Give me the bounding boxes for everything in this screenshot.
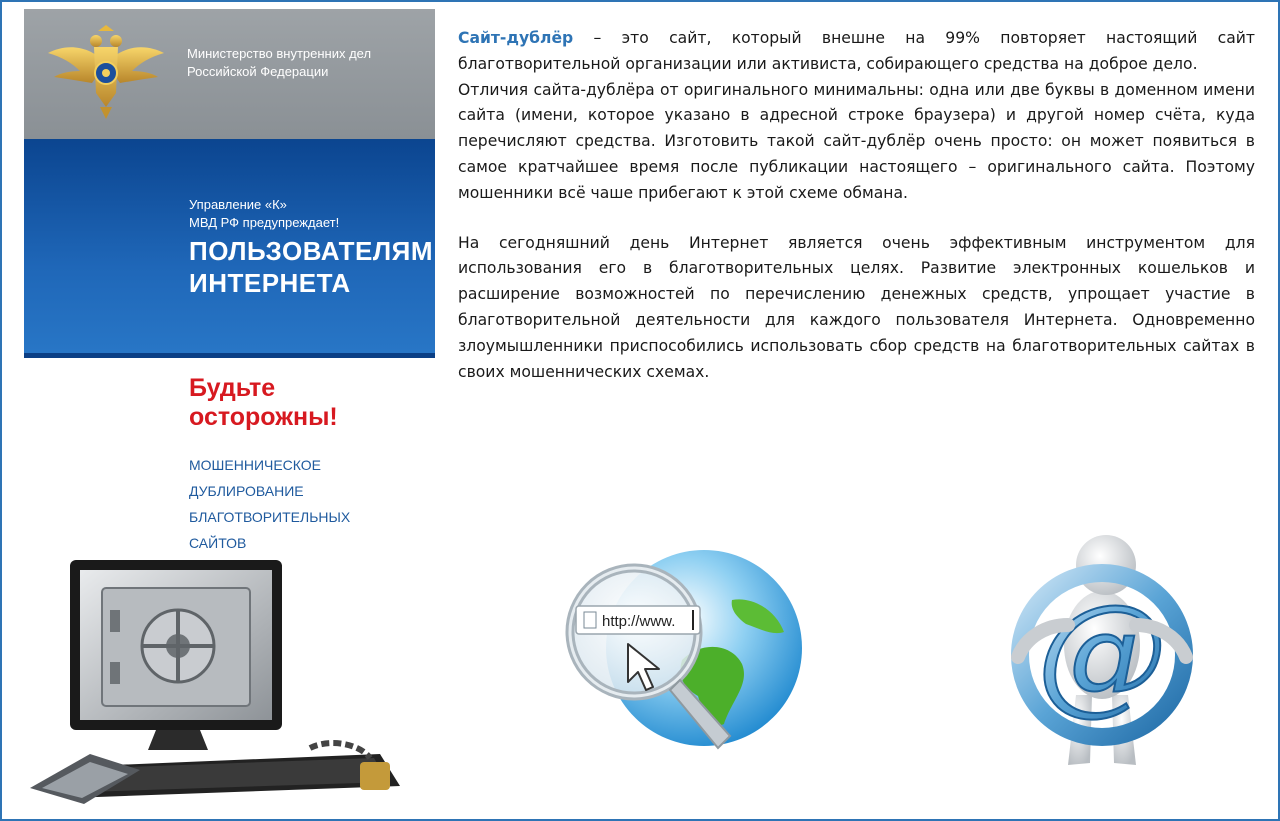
warning-subtitle <box>189 196 339 232</box>
person-at-sign-icon <box>1002 525 1202 775</box>
warning-line-2: МВД РФ предупреждает! <box>189 215 340 230</box>
careful-line-1: Будьте <box>189 374 276 402</box>
poster-warning-block <box>24 139 435 353</box>
poster-title-line-1: ПОЛЬЗОВАТЕЛЯМ <box>189 236 433 266</box>
careful-heading <box>189 374 338 432</box>
article <box>458 26 1255 385</box>
fraud-topic-item: МОШЕННИЧЕСКОЕ <box>189 457 322 473</box>
ministry-line-2: Российской Федерации <box>187 64 329 79</box>
fraud-topic-item: ДУБЛИРОВАНИЕ <box>189 483 304 499</box>
ministry-line-1: Министерство внутренних дел <box>187 46 372 61</box>
at-sign-glyph: @ <box>1037 576 1167 728</box>
ministry-name <box>187 45 371 81</box>
definition-paragraph <box>458 26 1255 78</box>
poster-divider <box>24 353 435 358</box>
globe-magnifier-icon <box>562 540 802 770</box>
computer-vault-icon <box>30 558 430 804</box>
fraud-topic-list <box>189 452 350 556</box>
poster-title <box>189 235 433 299</box>
fraud-topic-item: САЙТОВ <box>189 535 247 551</box>
double-headed-eagle-emblem <box>46 23 166 123</box>
poster-header <box>24 9 435 139</box>
fraud-topic-item: БЛАГОТВОРИТЕЛЬНЫХ <box>189 509 351 525</box>
definition-text: – это сайт, который внешне на 99% повторяет настоящий сайт благотворительной организации или активиста, собирающего средства на доброе дело. <box>458 29 1255 73</box>
warning-line-1: Управление «К» <box>189 197 287 212</box>
differences-paragraph: Отличия сайта-дублёра от оригинального минимальны: одна или две буквы в доменном имени сайта (имени, которое указано в адресной строке браузера) и другой номер счёта, куда перечисляют средства. Изготовить такой сайт-дублёр очень просто: он может появиться в самое кратчайшее время после публикации настоящего – оригинального сайта. Поэтому мошенники всё чаше прибегают к этой схеме обмана. <box>458 80 1255 202</box>
poster-title-line-2: ИНТЕРНЕТА <box>189 268 351 298</box>
term-site-duplicate: Сайт-дублёр <box>458 29 574 47</box>
internet-charity-paragraph: На сегодняшний день Интернет является очень эффективным инструментом для использования его в благотворительных целях. Развитие электронных кошельков и расширение возможностей по перечислению денежных средств, упрощает участие в благотворительной деятельности для каждого пользователя Интернета. Одновременно злоумышленники приспособились использовать сбор средств на благотворительных сайтах в своих мошеннических схемах. <box>458 233 1255 381</box>
address-bar-text: http://www. <box>602 613 676 630</box>
careful-line-2: осторожны! <box>189 403 338 431</box>
